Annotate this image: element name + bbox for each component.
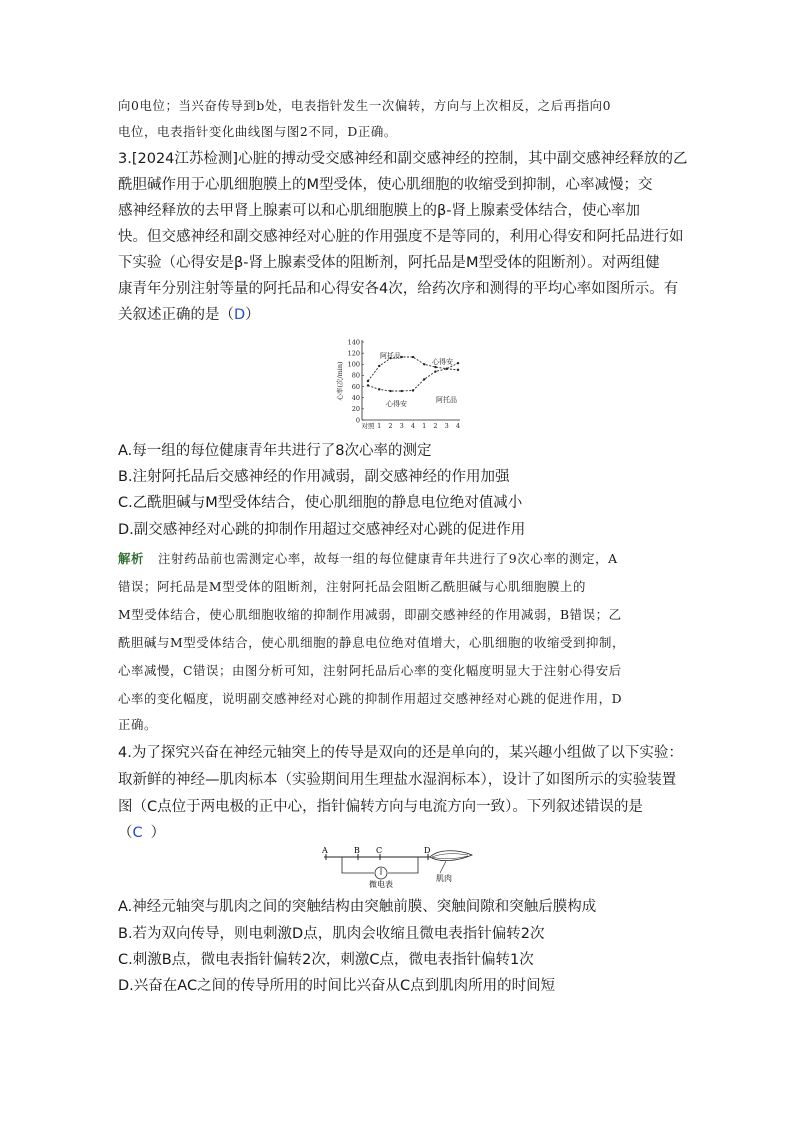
series-line-propranolol <box>368 363 458 391</box>
data-point <box>367 380 369 382</box>
option-d: D.兴奋在AC之间的传导所用的时间比兴奋从C点到肌肉所用的时间短 <box>118 978 556 994</box>
data-point <box>412 356 414 358</box>
data-point <box>389 390 391 392</box>
y-tick-label: 40 <box>351 394 360 403</box>
data-point <box>457 369 459 371</box>
explanation-line: M型受体结合，使心肌细胞收缩的抑制作用减弱，即副交感神经的作用减弱，B错误；乙 <box>118 607 622 622</box>
option-c: C.乙酰胆碱与M型受体结合，使心肌细胞的静息电位绝对值减小 <box>118 495 523 511</box>
explanation-line: 心率的变化幅度，说明副交感神经对心跳的抑制作用超过交感神经对心跳的促进作用，D <box>118 691 623 706</box>
meter-label: 微电表 <box>369 880 393 889</box>
answer-key: C <box>132 825 143 841</box>
question-3-stem-line: 关叙述正确的是（D） <box>118 307 260 323</box>
question-3-stem-line: 快。但交感神经和副交感神经对心脏的作用强度不是等同的，利用心得安和阿托品进行如 <box>118 229 684 245</box>
data-point <box>434 366 436 368</box>
data-point <box>434 370 436 372</box>
data-point <box>423 378 425 380</box>
question-4-stem-line: （C ） <box>118 825 166 841</box>
series-annotation: 阿托品 <box>436 396 457 404</box>
y-tick-label: 120 <box>347 349 360 358</box>
svg-text:B: B <box>354 846 360 855</box>
explanation-line: 解析 注射药品前也需测定心率，故每一组的每位健康青年共进行了9次心率的测定，A <box>118 551 618 566</box>
y-tick-label: 20 <box>351 405 360 414</box>
data-point <box>401 390 403 392</box>
question-4-stem-line: 取新鲜的神经—肌肉标本（实验期间用生理盐水湿润标本），设计了如图所示的实验装置 <box>118 772 677 788</box>
question-3-stem-line: 下实验（心得安是β-肾上腺素受体的阻断剂，阿托品是M型受体的阻断剂）。对两组健 <box>118 255 660 271</box>
question-3-stem-line: 康青年分别注射等量的阿托品和心得安各4次，给药次序和测得的平均心率如图所示。有 <box>118 281 679 297</box>
x-tick-label: 1 <box>422 422 427 430</box>
explanation-line: 正确。 <box>118 717 157 732</box>
point-b <box>354 846 360 860</box>
question-4-stem-line: 图（C点位于两电极的正中心，指针偏转方向与电流方向一致）。下列叙述错误的是 <box>118 799 643 815</box>
question-number: 3. <box>118 151 132 167</box>
option-b: B.若为双向传导，则电刺激D点，肌肉会收缩且微电表指针偏转2次 <box>118 926 545 942</box>
y-tick-label: 60 <box>351 382 360 391</box>
data-point <box>457 362 459 364</box>
question-4-stem-line: 4.为了探究兴奋在神经元轴突上的传导是双向的还是单向的，某兴趣小组做了以下实验： <box>118 745 683 761</box>
data-point <box>367 384 369 386</box>
data-point <box>378 365 380 367</box>
prev-explanation-line: 电位，电表指针变化曲线图与图2不同，D正确。 <box>118 124 397 139</box>
explanation-line: 心率减慢，C错误；由图分析可知，注射阿托品后心率的变化幅度明显大于注射心得安后 <box>118 663 622 678</box>
x-tick-label: 对照 <box>361 422 375 430</box>
x-tick-label: 1 <box>377 422 382 430</box>
question-source: [2024江苏检测] <box>131 151 239 167</box>
answer-key: D <box>234 307 246 323</box>
data-point <box>423 363 425 365</box>
explanation-label: 解析 <box>118 551 144 566</box>
electrode-wire-right <box>388 857 418 873</box>
muscle-icon <box>430 851 472 861</box>
muscle-label: 肌肉 <box>436 874 452 883</box>
question-3-stem-line: 3.[2024江苏检测]心脏的搏动受交感神经和副交感神经的控制，其中副交感神经释放的乙 <box>118 151 688 167</box>
svg-text:D: D <box>424 846 431 855</box>
series-annotation: 心得安 <box>432 358 453 366</box>
x-tick-label: 3 <box>399 422 404 430</box>
point-c <box>376 846 382 860</box>
option-c: C.刺激B点，微电表指针偏转2次，刺激C点，微电表指针偏转1次 <box>118 952 534 968</box>
explanation-line: 酰胆碱与M型受体结合，使心肌细胞的静息电位绝对值增大，心肌细胞的收缩受到抑制， <box>118 635 625 650</box>
y-axis-label: 心率(次/min) <box>336 361 344 401</box>
svg-text:C: C <box>376 846 383 855</box>
data-point <box>378 388 380 390</box>
x-tick-label: 2 <box>388 422 393 430</box>
y-tick-label: 100 <box>347 360 360 369</box>
point-d <box>424 846 430 860</box>
data-point <box>446 368 448 370</box>
y-tick-label: 0 <box>355 416 360 425</box>
data-point <box>412 389 414 391</box>
option-b: B.注射阿托品后交感神经的作用减弱，副交感神经的作用加强 <box>118 469 510 485</box>
series-annotation: 心得安 <box>386 400 407 408</box>
question-3-stem-line: 酰胆碱作用于心肌细胞膜上的M型受体，使心肌细胞的收缩受到抑制，心率减慢；交 <box>118 177 653 193</box>
svg-text:A: A <box>322 846 328 855</box>
x-tick-label: 4 <box>455 422 461 430</box>
question-3-stem-line: 感神经释放的去甲肾上腺素可以和心肌细胞膜上的β-肾上腺素受体结合，使心率加 <box>118 203 640 219</box>
heart-rate-chart <box>336 336 468 432</box>
option-a: A.每一组的每位健康青年共进行了8次心率的测定 <box>118 443 432 459</box>
point-a <box>321 846 328 860</box>
explanation-line: 错误；阿托品是M型受体的阻断剂，注射阿托品会阻断乙酰胆碱与心肌细胞膜上的 <box>118 579 586 594</box>
x-tick-label: 3 <box>444 422 449 430</box>
series-annotation: 阿托品 <box>380 352 401 360</box>
x-tick-label: 4 <box>410 422 416 430</box>
option-a: A.神经元轴突与肌肉之间的突触结构由突触前膜、突触间隙和突触后膜构成 <box>118 899 597 915</box>
prev-explanation-line: 向0电位；当兴奋传导到b处，电表指针发生一次偏转，方向与上次相反，之后再指向0 <box>118 98 612 113</box>
y-tick-label: 140 <box>347 338 360 347</box>
nerve-muscle-diagram <box>318 845 478 889</box>
y-tick-label: 80 <box>351 371 360 380</box>
option-d: D.副交感神经对心跳的抑制作用超过交感神经对心跳的促进作用 <box>118 522 526 538</box>
x-tick-label: 2 <box>433 422 438 430</box>
